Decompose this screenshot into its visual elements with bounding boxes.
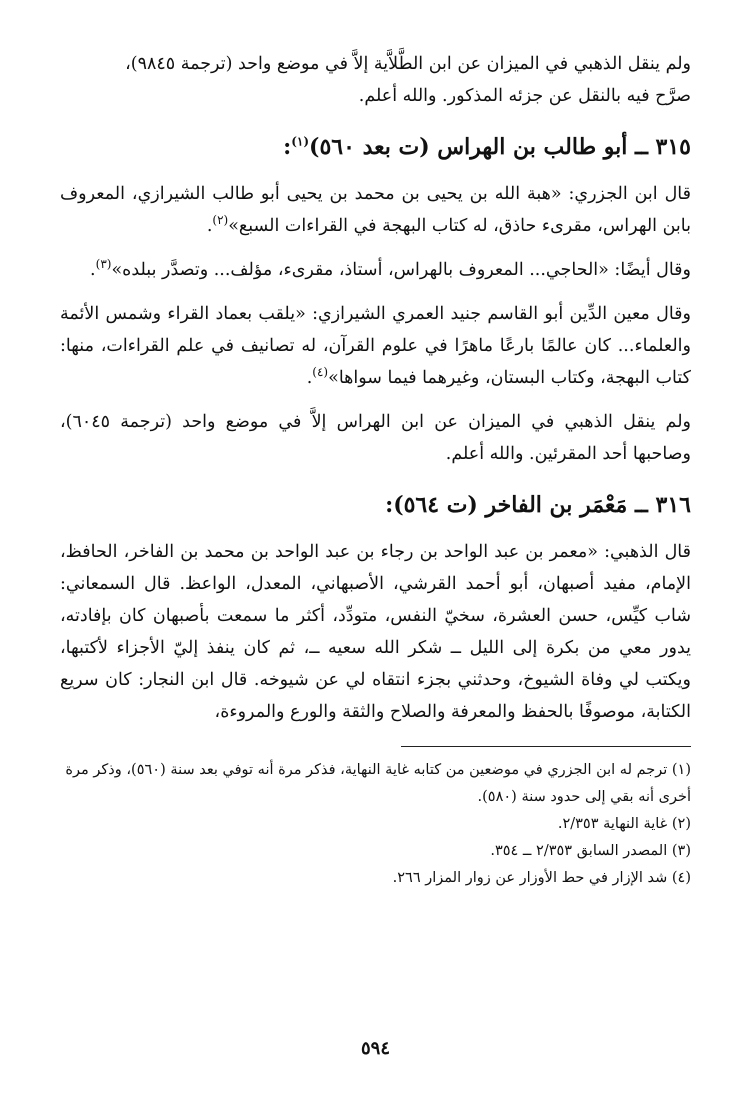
footnote-1: (١) ترجم له ابن الجزري في موضعين من كتابه غاية النهاية، فذكر مرة أنه توفي بعد سنة (٥٦٠)، وذكر مرة أخرى أنه بقي إلى حدود سنة (٥٨٠).: [65, 762, 691, 805]
page-number: ٥٩٤: [360, 1038, 390, 1059]
entry-315-p2-text: وقال أيضًا: «الحاجي... المعروف بالهراس، أستاذ، مقرىء، مؤلف... وتصدَّر ببلده»: [111, 260, 691, 280]
footnotes: [60, 757, 691, 892]
entry-315-title-colon: :: [283, 134, 292, 160]
footnote-3: (٣) المصدر السابق ٢/٣٥٣ ــ ٣٥٤.: [490, 843, 691, 859]
entry-316-p1-text: قال الذهبي: «معمر بن عبد الواحد بن رجاء بن عبد الواحد بن محمد بن الفاخر، الحافظ، الإمام، مفيد أصبهان، أبو أحمد القرشي، الأصبهاني، المعدل، الواعظ. قال السمعاني: شاب كيِّس، حسن العشرة، سخيّ النفس، متودِّد، أكثر ما سمعت بأصبهان كان بإفادته، يدور معي من بكرة إلى الليل ــ شكر الله سعيه ــ، ثم كان ينفذ إليّ الأجزاء لأكتبها، ويكتب لي وفاة الشيوخ، وحدثني بجزء انتقاه لي عن شيوخه. قال ابن النجار: كان سريع الكتابة، موصوفًا بالحفظ والمعرفة والصلاح والثقة والورع والمروءة،: [60, 542, 691, 722]
footnote-divider: [401, 746, 691, 747]
footnote-2: (٢) غاية النهاية ٢/٣٥٣.: [557, 816, 691, 832]
entry-315-p3-tail: .: [306, 368, 313, 388]
intro-line-2: صرَّح فيه بالنقل عن جزئه المذكور. والله أعلم.: [358, 86, 691, 106]
entry-315-p1-text: قال ابن الجزري: «هبة الله بن يحيى بن محمد بن يحيى أبو طالب الشيرازي، المعروف بابن الهراس، مقرىء حاذق، له كتاب البهجة في القراءات السبع»: [60, 184, 691, 236]
entry-316-heading: [60, 488, 691, 522]
entry-315-paragraph-3: [60, 298, 691, 394]
entry-315-paragraph-1: [60, 178, 691, 242]
footnote-ref-3: (٣): [95, 257, 112, 272]
footnote-4: (٤) شد الإزار في حط الأوزار عن زوار المزار ٢٦٦.: [392, 870, 691, 886]
footnote-ref-1: (١): [291, 134, 310, 149]
book-page: [60, 48, 691, 1059]
entry-316-paragraph-1: [60, 536, 691, 728]
intro-paragraph: [60, 48, 691, 112]
footnote-divider-wrap: [60, 746, 691, 747]
entry-315-paragraph-2: [60, 254, 691, 286]
footnote-ref-2: (٢): [212, 213, 229, 228]
entry-315-p3-text: وقال معين الدِّين أبو القاسم جنيد العمري الشيرازي: «يلقب بعماد القراء وشمس الأئمة والعلماء... كان عالمًا بارعًا ماهرًا في علوم القرآن، له تصانيف في علم القراءات، منها: كتاب البهجة، وكتاب البستان، وغيرهما فيما سواها»: [60, 304, 691, 388]
footnote-ref-4: (٤): [312, 365, 329, 380]
entry-315-p1-tail: .: [206, 216, 213, 236]
entry-315-heading: [60, 130, 691, 164]
entry-315-paragraph-4: [60, 406, 691, 470]
entry-315-p2-tail: .: [90, 260, 96, 280]
intro-line-1: ولم ينقل الذهبي في الميزان عن ابن الطَّلاَّية إلاَّ في موضع واحد (ترجمة ٩٨٤٥)،: [125, 54, 691, 74]
entry-315-title: ٣١٥ ــ أبو طالب بن الهراس (ت بعد ٥٦٠): [309, 134, 691, 160]
entry-316-title: ٣١٦ ــ مَعْمَر بن الفاخر (ت ٥٦٤):: [385, 492, 691, 518]
entry-315-p4-text: ولم ينقل الذهبي في الميزان عن ابن الهراس إلاَّ في موضع واحد (ترجمة ٦٠٤٥)، وصاحبها أحد المقرئين. والله أعلم.: [60, 412, 691, 464]
